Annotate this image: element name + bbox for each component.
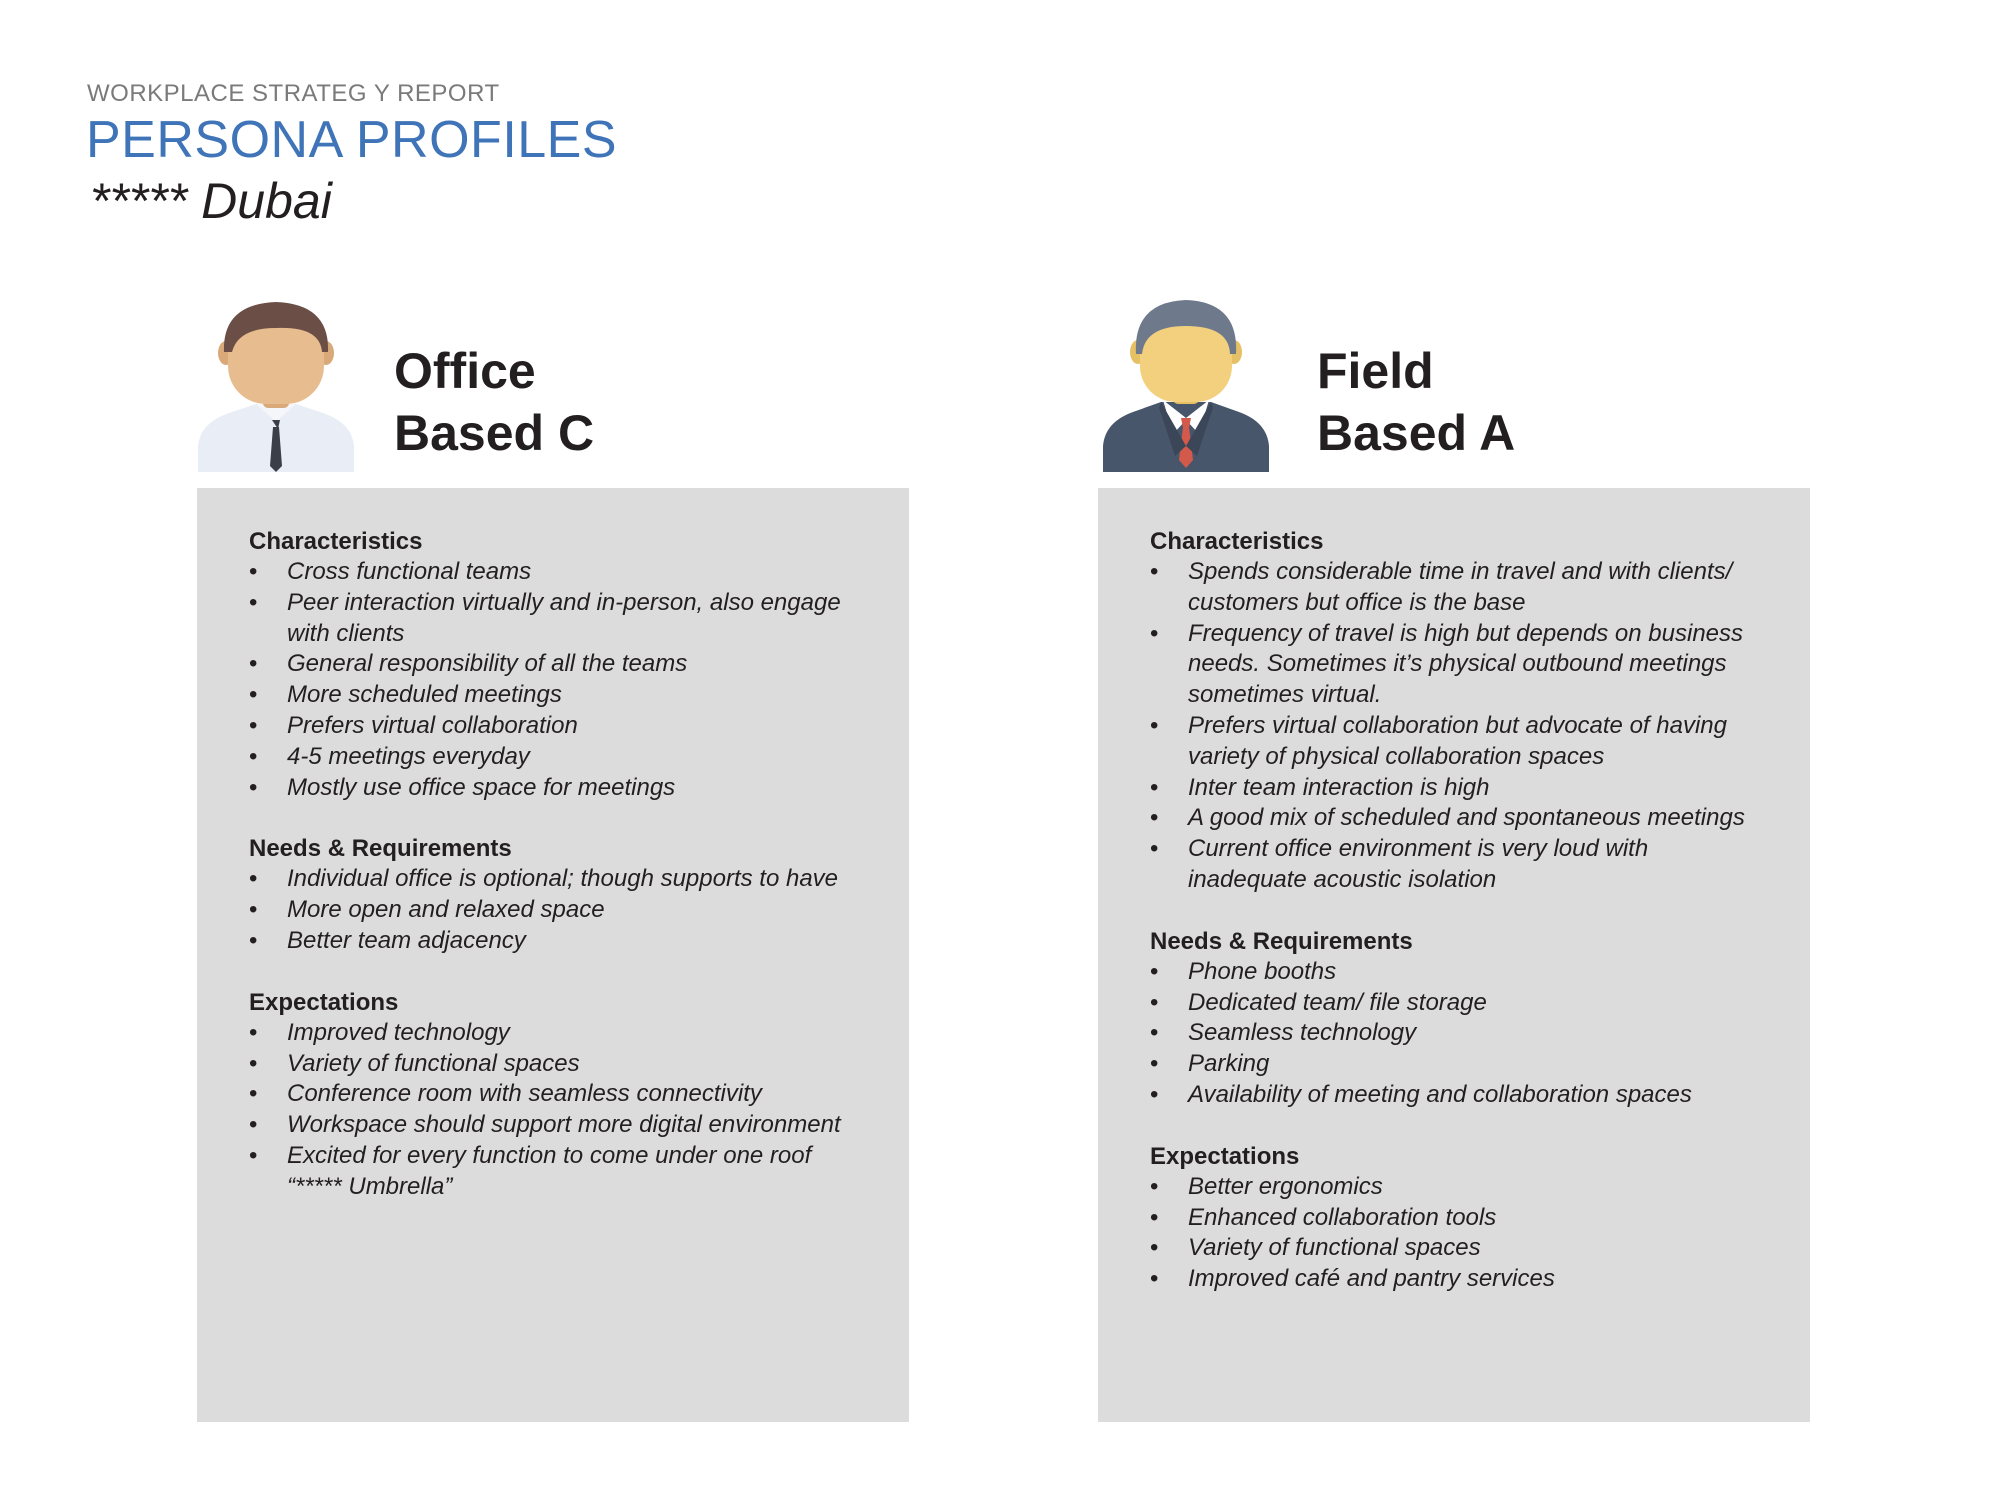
list-item: • More open and relaxed space [249,895,859,926]
section-title: Characteristics [1150,528,1324,555]
bullet-list [1150,957,1770,1111]
bullet-icon: • [1150,804,1159,832]
needs-requirements-section [1150,926,1770,1111]
bullet-icon: • [1150,1234,1159,1262]
persona-name-line2: Based A [1317,405,1516,461]
bullet-icon: • [249,1080,258,1108]
bullet-icon: • [1150,835,1159,863]
list-item: • Cross functional teams [249,557,859,588]
needs-requirements-section [249,833,859,956]
bullet-icon: • [1150,988,1159,1016]
bullet-icon: • [249,558,258,585]
bullet-icon: • [249,650,258,678]
bullet-icon: • [1150,957,1159,985]
list-item: • Improved technology [249,1018,859,1049]
section-title: Expectations [1150,1142,1300,1170]
bullet-icon: • [1150,619,1159,647]
bullet-icon: • [1150,711,1159,739]
list-item: • Workspace should support more digital environment [249,1110,859,1141]
bullet-icon: • [249,742,258,770]
businessman-suit-icon [1101,296,1261,472]
list-item: • Mostly use office space for meetings [249,773,859,804]
list-item: • A good mix of scheduled and spontaneous meetings [1150,803,1770,834]
list-item: • Parking [1150,1049,1770,1080]
bullet-icon: • [249,773,258,801]
bullet-icon: • [249,588,258,616]
list-item: • Individual office is optional; though supports to have [249,864,859,895]
bullet-icon: • [1150,1172,1159,1200]
bullet-icon: • [1150,1019,1159,1047]
section-title: Characteristics [249,528,423,555]
bullet-icon: • [249,711,258,739]
bullet-icon: • [1150,558,1159,585]
bullet-icon: • [1150,1050,1159,1078]
bullet-icon: • [1150,1265,1159,1293]
section-title: Expectations [249,988,399,1016]
section-title: Needs & Requirements [249,835,512,863]
bullet-list [249,864,859,956]
bullet-icon: • [249,896,258,924]
list-item: • Spends considerable time in travel and with clients/ customers but office is the base [1150,558,1733,616]
location-subtitle: ***** Dubai [90,173,332,229]
list-item: • Seamless technology [1150,1018,1770,1049]
page-title: PERSONA PROFILES [86,111,618,169]
characteristics-section [249,526,859,803]
bullet-list [1150,557,1770,896]
list-item: • 4-5 meetings everyday [249,742,859,773]
list-item: • Peer interaction virtually and in-person, also engage with clients [249,588,841,647]
list-item: • Phone booths [1150,957,1770,988]
persona-name [394,340,594,464]
bullet-icon: • [249,926,258,954]
bullet-icon: • [1150,773,1159,801]
businessman-shirt-tie-icon [196,296,356,472]
list-item: • Current office environment is very loud with inadequate acoustic isolation [1150,835,1649,893]
list-item: • Better ergonomics [1150,1172,1770,1203]
list-item: • Variety of functional spaces [249,1049,859,1080]
list-item: • Excited for every function to come under one roof “***** Umbrella” [249,1141,812,1200]
list-item: • Prefers virtual collaboration [249,711,859,742]
list-item: • Better team adjacency [249,926,859,957]
list-item: • Frequency of travel is high but depends on business needs. Sometimes it’s physical outbound meetings sometimes virtual. [1150,619,1744,709]
characteristics-section [1150,526,1770,896]
bullet-icon: • [1150,1080,1159,1108]
list-item: • Dedicated team/ file storage [1150,988,1770,1019]
bullet-icon: • [249,1111,258,1139]
list-item: • Enhanced collaboration tools [1150,1203,1770,1234]
report-label: WORKPLACE STRATEG Y REPORT [87,80,500,107]
bullet-list [249,1018,859,1203]
list-item: • Prefers virtual collaboration but advocate of having variety of physical collaboration spaces [1150,711,1727,770]
bullet-icon: • [249,681,258,709]
list-item: • Availability of meeting and collaboration spaces [1150,1080,1770,1111]
bullet-icon: • [249,1141,258,1169]
bullet-icon: • [249,865,258,893]
list-item: • Inter team interaction is high [1150,773,1770,804]
persona-name-line1: Office [394,343,536,399]
bullet-icon: • [249,1049,258,1077]
section-title: Needs & Requirements [1150,927,1413,955]
persona-name [1317,340,1515,464]
persona-card-field-based [1098,488,1810,1422]
expectations-section [1150,1141,1770,1295]
expectations-section [249,987,859,1203]
persona-card-office-based [197,488,909,1422]
persona-name-line1: Field [1317,343,1434,399]
persona-name-line2: Based C [394,405,595,461]
bullet-icon: • [249,1018,258,1046]
list-item: • Improved café and pantry services [1150,1264,1770,1295]
list-item: • More scheduled meetings [249,680,859,711]
bullet-list [1150,1172,1770,1295]
bullet-icon: • [1150,1203,1159,1231]
list-item: • Variety of functional spaces [1150,1233,1770,1264]
list-item: • General responsibility of all the teams [249,649,859,680]
list-item: • Conference room with seamless connectivity [249,1079,859,1110]
bullet-list [249,557,859,803]
